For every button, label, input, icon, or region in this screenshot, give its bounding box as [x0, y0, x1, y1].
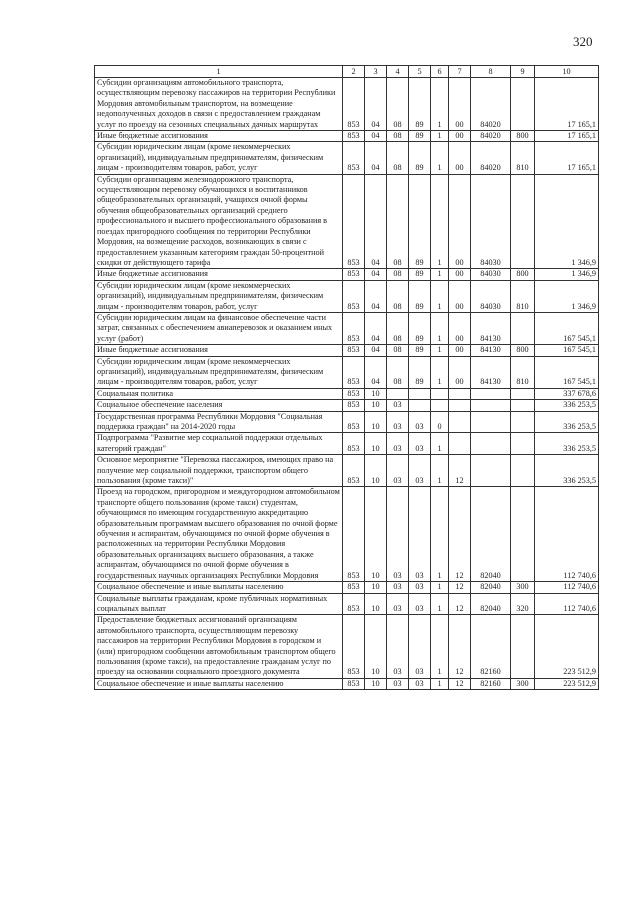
subsection-code: 08 [387, 174, 409, 269]
row-name: Иные бюджетные ассигнования [95, 345, 343, 356]
row-amount: 167 545,1 [535, 356, 599, 388]
expense-type-code: 800 [511, 345, 535, 356]
subsection-code: 08 [387, 78, 409, 131]
expense-type-code [511, 455, 535, 487]
program-code: 03 [409, 487, 431, 582]
program-code: 03 [409, 678, 431, 689]
section-code: 10 [365, 433, 387, 455]
subsection-code: 03 [387, 582, 409, 593]
header-cell: 9 [511, 66, 535, 78]
admin-code: 853 [343, 269, 365, 280]
subprogram-code: 1 [431, 356, 449, 388]
table-row [95, 411, 599, 433]
subprogram-code: 1 [431, 455, 449, 487]
admin-code: 853 [343, 142, 365, 174]
table-row [95, 487, 599, 582]
row-name: Иные бюджетные ассигнования [95, 131, 343, 142]
admin-code: 853 [343, 487, 365, 582]
section-code: 04 [365, 142, 387, 174]
section-code: 10 [365, 455, 387, 487]
subsection-code: 03 [387, 433, 409, 455]
row-name: Субсидии организациям железнодорожного транспорта, осуществляющим перевозку обучающихся и воспитанников общеобразовательных организаций, учащихся очной формы обучения общеобразовательных организаций среднего профессионального и высшего профессионального образования в поездах пригородного сообщения по территории Республики Мордовия, на возмещение расходов, возникающих в связи с предоставлением указанным категориям граждан 50-процентной скидки от действующего тарифа [95, 174, 343, 269]
expense-type-code [511, 411, 535, 433]
expense-type-code: 810 [511, 142, 535, 174]
section-code: 04 [365, 280, 387, 312]
header-cell: 4 [387, 66, 409, 78]
admin-code: 853 [343, 345, 365, 356]
event-code [449, 388, 471, 399]
section-code: 04 [365, 345, 387, 356]
subprogram-code: 1 [431, 593, 449, 615]
row-name: Субсидии юридическим лицам (кроме некоммерческих организаций), индивидуальным предпринимателям, физическим лицам - производителям товаров, работ, услуг [95, 142, 343, 174]
expense-type-code [511, 312, 535, 344]
header-cell: 5 [409, 66, 431, 78]
admin-code: 853 [343, 280, 365, 312]
expense-type-code [511, 487, 535, 582]
table-row [95, 593, 599, 615]
row-amount: 337 678,6 [535, 388, 599, 399]
subsection-code: 03 [387, 400, 409, 411]
subprogram-code: 1 [431, 345, 449, 356]
event-code [449, 411, 471, 433]
event-code: 00 [449, 174, 471, 269]
row-amount: 17 165,1 [535, 78, 599, 131]
direction-code [471, 388, 511, 399]
subprogram-code: 1 [431, 487, 449, 582]
section-code: 04 [365, 78, 387, 131]
section-code: 10 [365, 411, 387, 433]
admin-code: 853 [343, 400, 365, 411]
subsection-code: 08 [387, 131, 409, 142]
admin-code: 853 [343, 131, 365, 142]
subsection-code: 08 [387, 142, 409, 174]
table-row [95, 433, 599, 455]
expense-type-code: 300 [511, 582, 535, 593]
event-code [449, 400, 471, 411]
table-row [95, 269, 599, 280]
program-code: 03 [409, 411, 431, 433]
expense-type-code [511, 388, 535, 399]
section-code: 04 [365, 131, 387, 142]
row-amount: 167 545,1 [535, 312, 599, 344]
row-name: Предоставление бюджетных ассигнований организациям автомобильного транспорта, осуществляющим перевозку пассажиров на территории Республики Мордовия в городском и (или) пригородном сообщении автомобильным транспортом общего пользования (кроме такси), на предоставление гражданам услуг по проезду на основании социального проездного документа [95, 615, 343, 678]
admin-code: 853 [343, 433, 365, 455]
header-cell: 7 [449, 66, 471, 78]
expense-type-code [511, 78, 535, 131]
direction-code [471, 455, 511, 487]
row-amount: 1 346,9 [535, 174, 599, 269]
table-row [95, 400, 599, 411]
expense-type-code: 810 [511, 356, 535, 388]
event-code: 12 [449, 487, 471, 582]
table-row [95, 582, 599, 593]
subsection-code: 03 [387, 615, 409, 678]
expense-type-code: 800 [511, 269, 535, 280]
subprogram-code: 1 [431, 615, 449, 678]
subprogram-code: 1 [431, 269, 449, 280]
row-name: Государственная программа Республики Мордовия "Социальная поддержка граждан" на 2014-2020 годы [95, 411, 343, 433]
direction-code: 84030 [471, 174, 511, 269]
subprogram-code: 1 [431, 433, 449, 455]
header-cell: 8 [471, 66, 511, 78]
program-code [409, 388, 431, 399]
row-amount: 336 253,5 [535, 400, 599, 411]
subsection-code: 03 [387, 411, 409, 433]
row-name: Социальное обеспечение и иные выплаты населению [95, 582, 343, 593]
program-code: 89 [409, 78, 431, 131]
event-code: 12 [449, 615, 471, 678]
expense-type-code [511, 400, 535, 411]
subprogram-code: 1 [431, 312, 449, 344]
table-row [95, 280, 599, 312]
expense-type-code: 810 [511, 280, 535, 312]
section-code: 04 [365, 174, 387, 269]
table-row [95, 174, 599, 269]
program-code: 89 [409, 280, 431, 312]
subsection-code [387, 388, 409, 399]
table-row [95, 142, 599, 174]
program-code: 89 [409, 356, 431, 388]
expense-type-code [511, 433, 535, 455]
program-code: 03 [409, 455, 431, 487]
event-code: 00 [449, 142, 471, 174]
subsection-code: 03 [387, 678, 409, 689]
admin-code: 853 [343, 356, 365, 388]
row-name: Субсидии организациям автомобильного транспорта, осуществляющим перевозку пассажиров на территории Республики Мордовия автомобильным транспортом, на возмещение недополученных доходов в связи с предоставлением гражданам услуг по проезду на сезонных специальных дачных маршрутах [95, 78, 343, 131]
row-amount: 223 512,9 [535, 678, 599, 689]
row-amount: 336 253,5 [535, 455, 599, 487]
table-row [95, 678, 599, 689]
direction-code: 82040 [471, 582, 511, 593]
row-amount: 336 253,5 [535, 433, 599, 455]
event-code: 00 [449, 280, 471, 312]
expense-type-code [511, 615, 535, 678]
row-name: Проезд на городском, пригородном и междугородном автомобильном транспорте общего пользования (кроме такси) студентам, обучающимся по имеющим государственную аккредитацию образовательным программам высшего образования по очной форме обучения и аспирантам, обучающимся по очной форме обучения в расположенных на территории Республики Мордовия образовательных организациях высшего образования, а также аспирантам, обучающимся по очной форме обучения в государственных научных организациях Республики Мордовия [95, 487, 343, 582]
event-code: 00 [449, 269, 471, 280]
subprogram-code: 1 [431, 78, 449, 131]
row-amount: 223 512,9 [535, 615, 599, 678]
program-code: 03 [409, 433, 431, 455]
admin-code: 853 [343, 388, 365, 399]
direction-code: 82040 [471, 487, 511, 582]
admin-code: 853 [343, 78, 365, 131]
event-code: 00 [449, 78, 471, 131]
row-amount: 336 253,5 [535, 411, 599, 433]
section-code: 10 [365, 615, 387, 678]
table-row [95, 455, 599, 487]
row-amount: 112 740,6 [535, 487, 599, 582]
subprogram-code: 0 [431, 411, 449, 433]
direction-code: 84020 [471, 142, 511, 174]
event-code: 12 [449, 593, 471, 615]
subsection-code: 08 [387, 280, 409, 312]
subprogram-code: 1 [431, 582, 449, 593]
table-row [95, 388, 599, 399]
row-name: Подпрограмма "Развитие мер социальной поддержки отдельных категорий граждан" [95, 433, 343, 455]
subprogram-code: 1 [431, 280, 449, 312]
table-header-row [95, 66, 599, 78]
direction-code: 84130 [471, 312, 511, 344]
table-row [95, 131, 599, 142]
section-code: 10 [365, 582, 387, 593]
expense-type-code [511, 174, 535, 269]
program-code: 89 [409, 174, 431, 269]
subsection-code: 08 [387, 269, 409, 280]
header-cell: 2 [343, 66, 365, 78]
section-code: 04 [365, 269, 387, 280]
subprogram-code: 1 [431, 131, 449, 142]
row-name: Субсидии юридическим лицам на финансовое обеспечение части затрат, связанных с обеспечением авиаперевозок и оказанием иных услуг (работ) [95, 312, 343, 344]
event-code: 12 [449, 582, 471, 593]
row-amount: 17 165,1 [535, 131, 599, 142]
admin-code: 853 [343, 312, 365, 344]
program-code: 89 [409, 312, 431, 344]
row-name: Социальное обеспечение и иные выплаты населению [95, 678, 343, 689]
subprogram-code [431, 388, 449, 399]
direction-code: 84020 [471, 78, 511, 131]
program-code: 89 [409, 131, 431, 142]
row-amount: 167 545,1 [535, 345, 599, 356]
admin-code: 853 [343, 174, 365, 269]
section-code: 04 [365, 356, 387, 388]
program-code: 89 [409, 269, 431, 280]
subsection-code: 08 [387, 356, 409, 388]
direction-code: 82040 [471, 593, 511, 615]
direction-code: 82160 [471, 615, 511, 678]
row-name: Субсидии юридическим лицам (кроме некоммерческих организаций), индивидуальным предпринимателям, физическим лицам - производителям товаров, работ, услуг [95, 356, 343, 388]
program-code: 89 [409, 142, 431, 174]
subsection-code: 03 [387, 593, 409, 615]
section-code: 10 [365, 400, 387, 411]
row-name: Социальная политика [95, 388, 343, 399]
header-cell: 10 [535, 66, 599, 78]
expense-type-code: 320 [511, 593, 535, 615]
subprogram-code: 1 [431, 678, 449, 689]
direction-code: 84130 [471, 356, 511, 388]
table-row [95, 78, 599, 131]
direction-code: 84130 [471, 345, 511, 356]
row-name: Основное мероприятие "Перевозка пассажиров, имеющих право на получение мер социальной поддержки, транспортом общего пользования (кроме такси)" [95, 455, 343, 487]
subsection-code: 08 [387, 312, 409, 344]
row-amount: 1 346,9 [535, 280, 599, 312]
admin-code: 853 [343, 678, 365, 689]
section-code: 04 [365, 312, 387, 344]
program-code: 03 [409, 593, 431, 615]
admin-code: 853 [343, 593, 365, 615]
direction-code: 84030 [471, 280, 511, 312]
admin-code: 853 [343, 455, 365, 487]
event-code: 12 [449, 455, 471, 487]
section-code: 10 [365, 593, 387, 615]
row-amount: 112 740,6 [535, 582, 599, 593]
direction-code: 82160 [471, 678, 511, 689]
header-cell: 6 [431, 66, 449, 78]
expense-type-code: 300 [511, 678, 535, 689]
row-amount: 17 165,1 [535, 142, 599, 174]
admin-code: 853 [343, 615, 365, 678]
table-row [95, 615, 599, 678]
header-cell: 3 [365, 66, 387, 78]
event-code: 00 [449, 345, 471, 356]
table-row [95, 312, 599, 344]
program-code: 03 [409, 615, 431, 678]
admin-code: 853 [343, 582, 365, 593]
direction-code [471, 400, 511, 411]
subprogram-code [431, 400, 449, 411]
section-code: 10 [365, 388, 387, 399]
row-name: Социальное обеспечение населения [95, 400, 343, 411]
expense-type-code: 800 [511, 131, 535, 142]
row-name: Социальные выплаты гражданам, кроме публичных нормативных социальных выплат [95, 593, 343, 615]
event-code: 00 [449, 356, 471, 388]
subsection-code: 08 [387, 345, 409, 356]
direction-code [471, 433, 511, 455]
header-cell: 1 [95, 66, 343, 78]
row-name: Иные бюджетные ассигнования [95, 269, 343, 280]
program-code: 03 [409, 582, 431, 593]
program-code [409, 400, 431, 411]
event-code: 12 [449, 678, 471, 689]
program-code: 89 [409, 345, 431, 356]
event-code: 00 [449, 312, 471, 344]
event-code: 00 [449, 131, 471, 142]
direction-code: 84030 [471, 269, 511, 280]
subprogram-code: 1 [431, 174, 449, 269]
row-amount: 1 346,9 [535, 269, 599, 280]
event-code [449, 433, 471, 455]
direction-code: 84020 [471, 131, 511, 142]
subprogram-code: 1 [431, 142, 449, 174]
row-name: Субсидии юридическим лицам (кроме некоммерческих организаций), индивидуальным предпринимателям, физическим лицам - производителям товаров, работ, услуг [95, 280, 343, 312]
table-row [95, 345, 599, 356]
subsection-code: 03 [387, 487, 409, 582]
admin-code: 853 [343, 411, 365, 433]
section-code: 10 [365, 678, 387, 689]
page-number: 320 [573, 34, 593, 49]
subsection-code: 03 [387, 455, 409, 487]
table-row [95, 356, 599, 388]
direction-code [471, 411, 511, 433]
row-amount: 112 740,6 [535, 593, 599, 615]
budget-table [94, 65, 599, 690]
section-code: 10 [365, 487, 387, 582]
